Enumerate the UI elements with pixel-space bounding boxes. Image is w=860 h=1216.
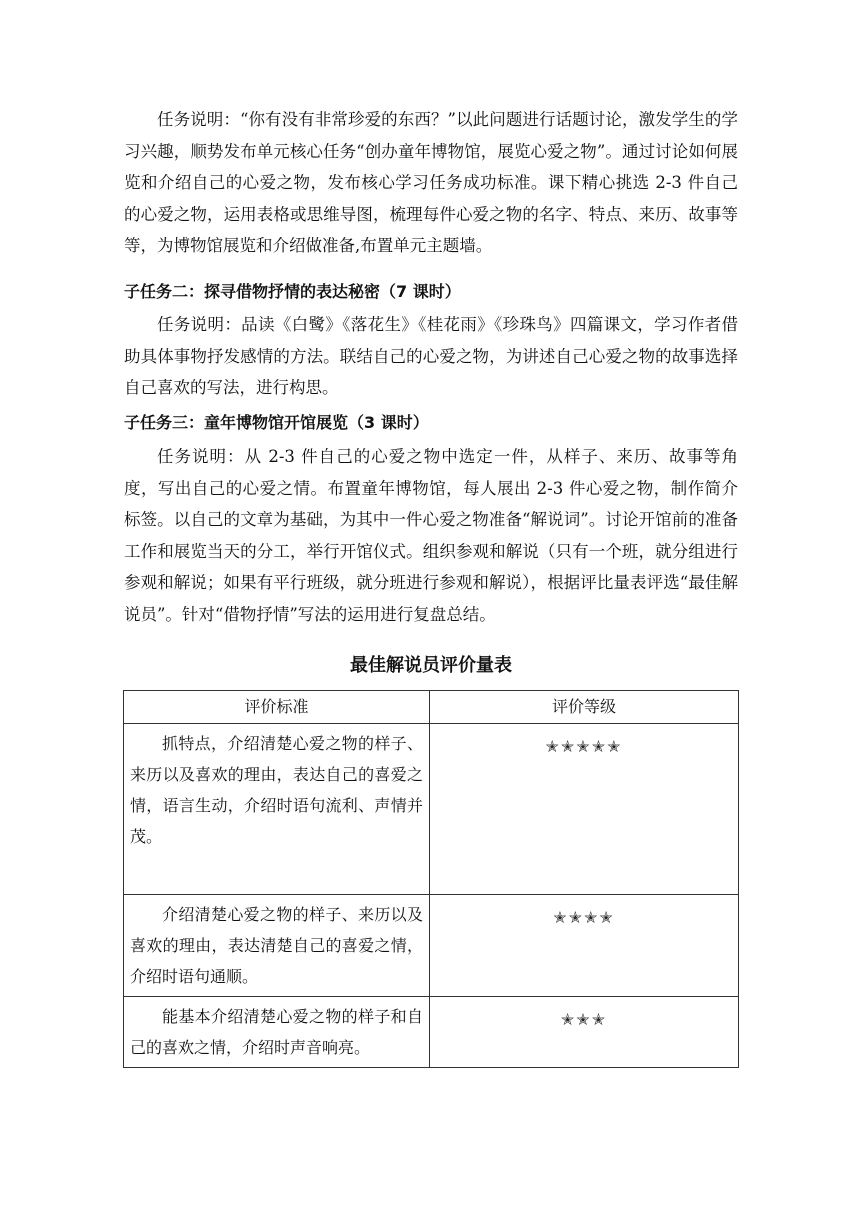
header-level: 评价等级: [430, 691, 739, 724]
star-rating: [430, 997, 739, 1068]
star-icon: ✭: [576, 737, 592, 756]
table-header-row: [124, 691, 739, 724]
star-icon: ✭: [576, 1010, 592, 1029]
subtask3-heading: 子任务三：童年博物馆开馆展览（3 课时）: [124, 413, 429, 432]
task3-description: 任务说明：从 2-3 件自己的心爱之物中选定一件，从样子、来历、故事等角度，写出自己的心爱之情。布置童年博物馆，每人展出 2-3 件心爱之物，制作简介标签。以自己的文章为基础，为其中一件心爱之物准备“解说词”。讨论开馆前的准备工作和展览当天的分工，举行开馆仪式。组织参观和解说（只有一个班，就分组进行参观和解说；如果有平行班级，就分班进行参观和解说），根据评比量表评选“最佳解说员”。针对“借物抒情”写法的运用进行复盘总结。: [124, 447, 738, 624]
star-rating: [430, 724, 739, 895]
criterion-cell: 抓特点，介绍清楚心爱之物的样子、来历以及喜欢的理由，表达自己的喜爱之情，语言生动，介绍时语句流利、声情并茂。: [124, 724, 430, 895]
star-icon: ✭: [560, 737, 577, 756]
star-icon: ✭: [599, 908, 615, 927]
criterion-cell: 能基本介绍清楚心爱之物的样子和自己的喜欢之情，介绍时声音响亮。: [124, 997, 430, 1068]
star-icon: ✭: [553, 908, 569, 927]
star-icon: ✭: [584, 908, 600, 927]
star-icon: ✭: [607, 737, 623, 756]
table-row: [124, 724, 739, 895]
task2-description: 任务说明：品读《白鹭》《落花生》《桂花雨》《珍珠鸟》四篇课文，学习作者借助具体事物抒发感情的方法。联结自己的心爱之物，为讲述自己心爱之物的故事选择自己喜欢的写法，进行构思。: [124, 315, 738, 397]
subtask2-heading: 子任务二：探寻借物抒情的表达秘密（7 课时）: [124, 282, 461, 301]
star-icon: ✭: [568, 908, 584, 927]
task1-description: 任务说明：“你有没有非常珍爱的东西？”以此问题进行话题讨论，激发学生的学习兴趣，顺势发布单元核心任务“创办童年博物馆，展览心爱之物”。通过讨论如何展览和介绍自己的心爱之物，发布核心学习任务成功标准。课下精心挑选 2-3 件自己的心爱之物，运用表格或思维导图，梳理每件心爱之物的名字、特点、来历、故事等等，为博物馆展览和介绍做准备,布置单元主题墙。: [124, 110, 738, 255]
header-criterion: 评价标准: [124, 691, 430, 724]
table-row: [124, 895, 739, 997]
star-icon: ✭: [545, 737, 561, 756]
rating-table: [123, 690, 739, 1068]
star-icon: ✭: [591, 1010, 608, 1029]
criterion-cell: 介绍清楚心爱之物的样子、来历以及喜欢的理由，表达清楚自己的喜爱之情，介绍时语句通顺。: [124, 895, 430, 997]
star-rating: [430, 895, 739, 997]
table-title: 最佳解说员评价量表: [350, 655, 512, 676]
star-icon: ✭: [591, 737, 608, 756]
star-icon: ✭: [560, 1010, 577, 1029]
table-row: [124, 997, 739, 1068]
